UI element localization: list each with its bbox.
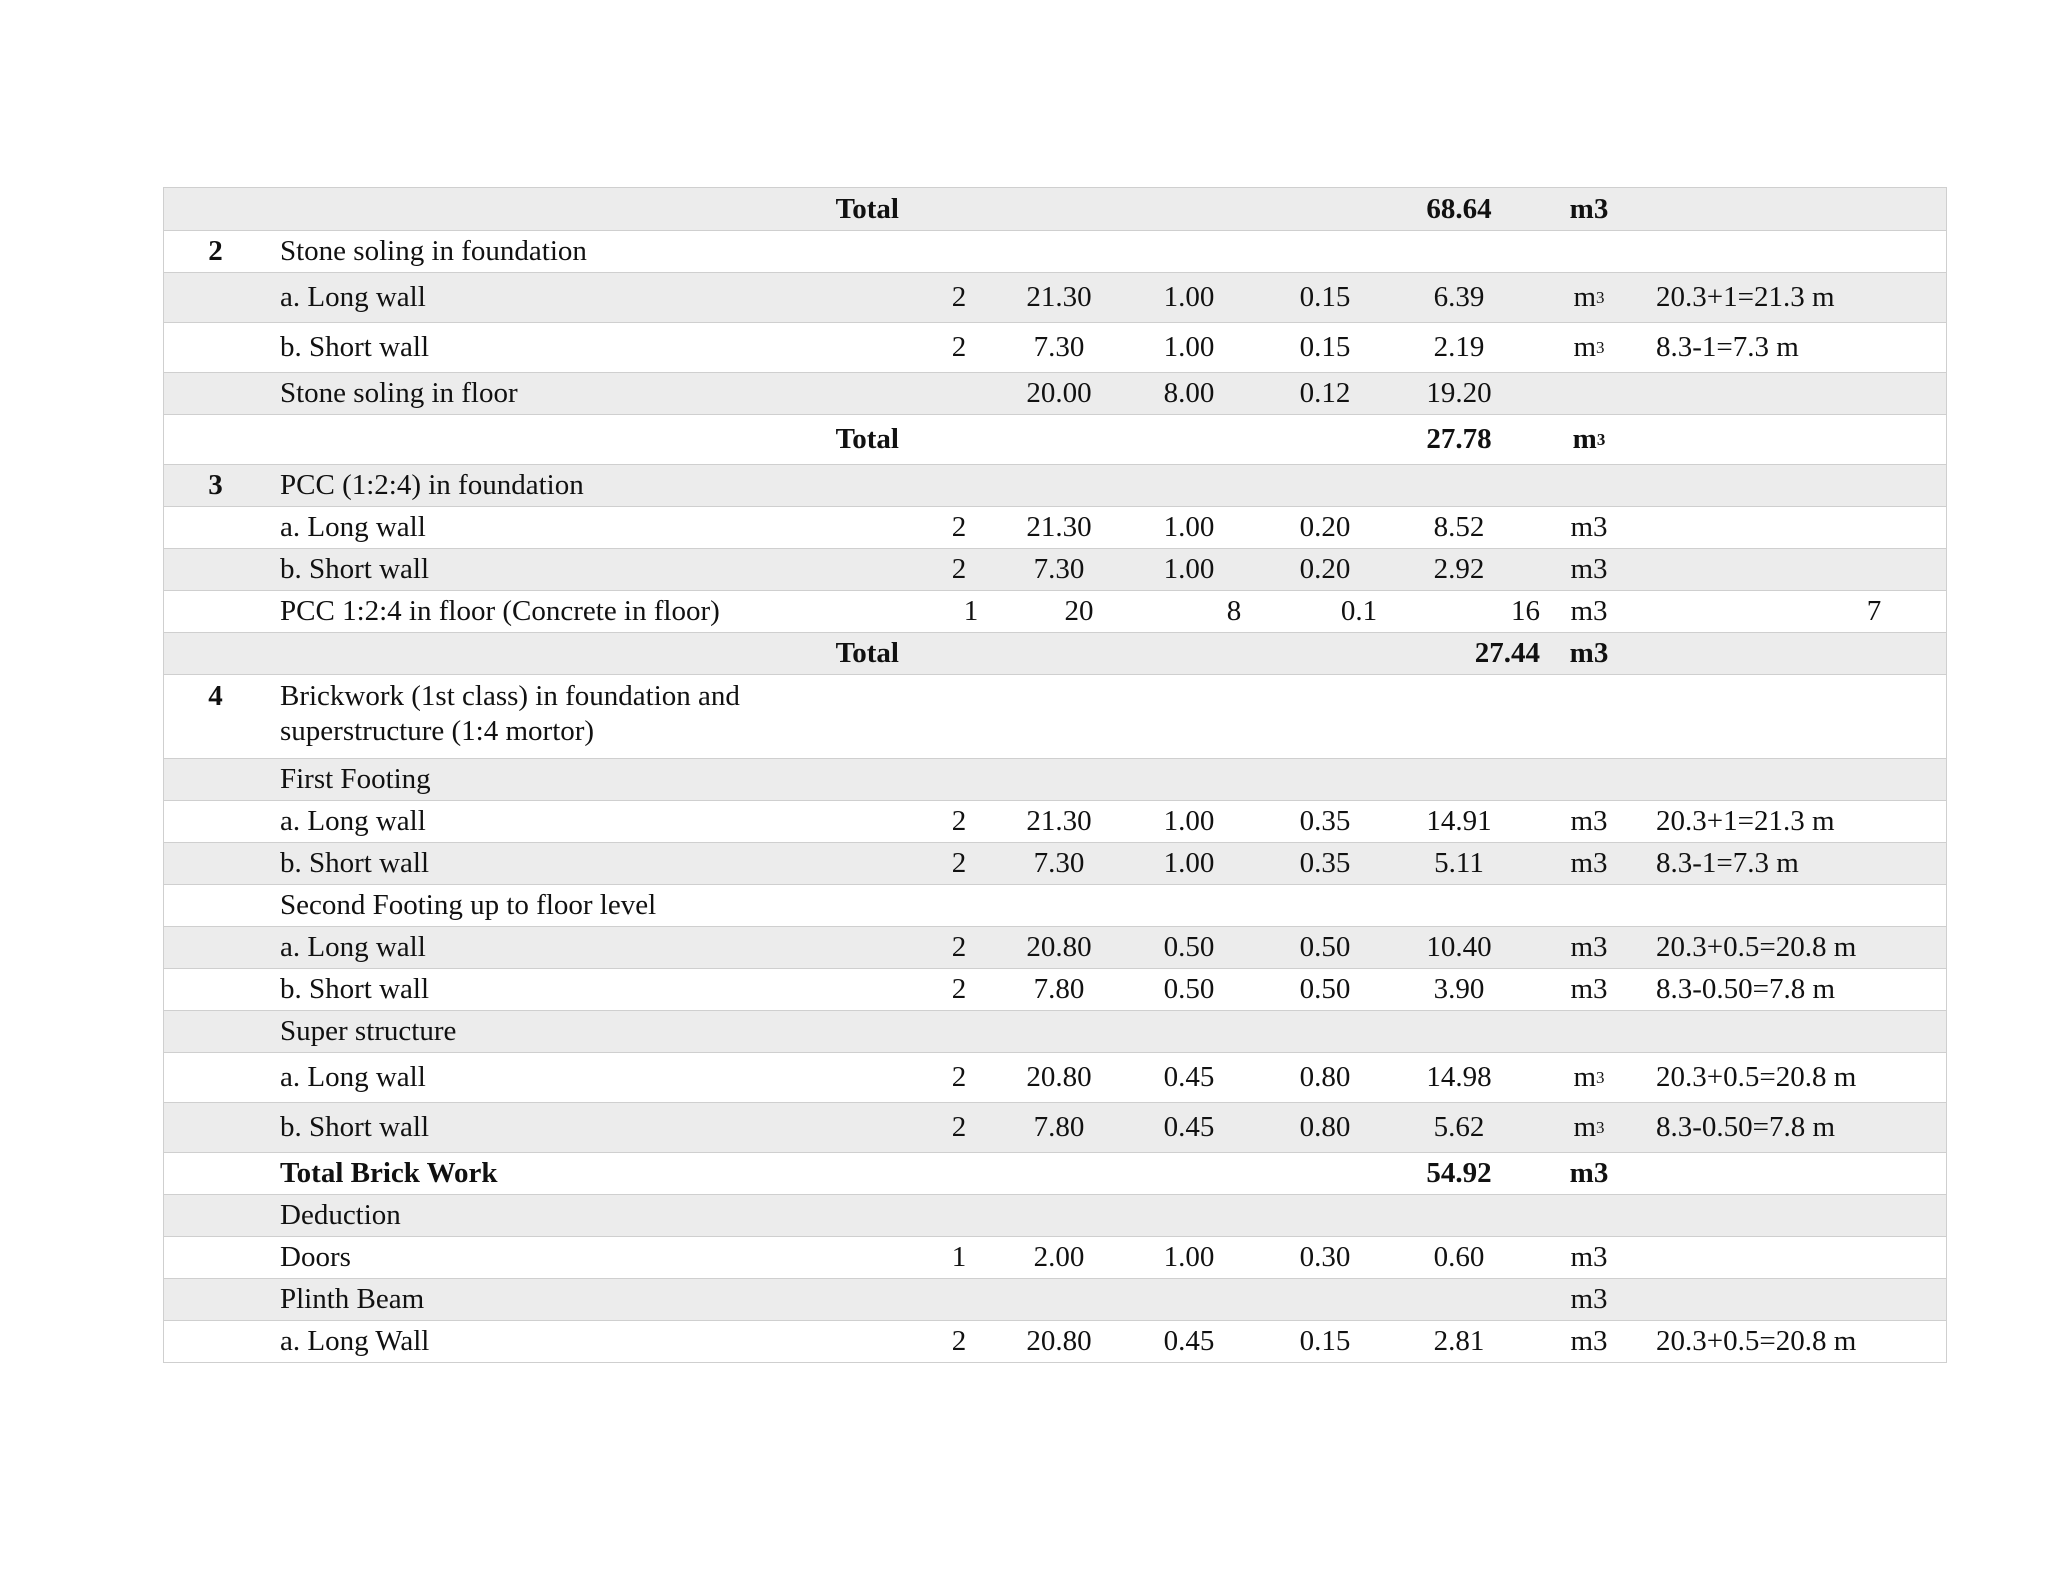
remark-text: 20.3+1=21.3 m — [1656, 805, 1835, 837]
length-cell: 7.30 — [1033, 553, 1085, 585]
unit-cell: m3 — [1570, 973, 1608, 1005]
item-description: PCC (1:2:4) in foundation — [280, 469, 584, 501]
table-row — [164, 1010, 1946, 1052]
height-cell: 0.20 — [1299, 553, 1351, 585]
table-row — [164, 1102, 1946, 1152]
table-row — [164, 632, 1946, 674]
height-cell: 0.1 — [1340, 595, 1378, 627]
height-cell: 0.50 — [1299, 973, 1351, 1005]
item-number: 2 — [208, 235, 223, 267]
remark-text: 20.3+0.5=20.8 m — [1656, 1061, 1857, 1093]
total-label: Total — [835, 423, 899, 455]
item-description: b. Short wall — [280, 331, 430, 363]
remark-text: 8.3-1=7.3 m — [1656, 847, 1799, 879]
height-cell: 0.80 — [1299, 1111, 1351, 1143]
table-row — [164, 1320, 1946, 1362]
total-label: Total — [835, 192, 899, 225]
table-row — [164, 506, 1946, 548]
section-label: Second Footing up to floor level — [280, 889, 657, 921]
remark-text: 20.3+0.5=20.8 m — [1656, 1325, 1857, 1357]
table-row — [164, 414, 1946, 464]
item-description: PCC 1:2:4 in floor (Concrete in floor) — [280, 595, 720, 627]
quantity-cell: 10.40 — [1426, 931, 1492, 963]
unit-cell: m 3 — [1573, 281, 1605, 313]
length-cell: 20.80 — [1026, 1061, 1092, 1093]
unit-cell: m3 — [1570, 511, 1608, 543]
breadth-cell: 1.00 — [1163, 805, 1215, 837]
unit-cell: m 3 — [1573, 1111, 1605, 1143]
item-number: 4 — [208, 680, 223, 712]
number-cell: 2 — [951, 281, 967, 313]
quantity-cell: 19.20 — [1426, 377, 1492, 409]
height-cell: 0.35 — [1299, 805, 1351, 837]
section-label: First Footing — [280, 763, 431, 795]
length-cell: 21.30 — [1026, 511, 1092, 543]
unit-base: m — [1573, 1111, 1597, 1143]
quantity-cell: 2.81 — [1433, 1325, 1485, 1357]
table-row — [164, 926, 1946, 968]
unit-cell: m 3 — [1573, 331, 1605, 363]
quantity-cell: 6.39 — [1433, 281, 1485, 313]
table-row — [164, 800, 1946, 842]
remark-text: 8.3-0.50=7.8 m — [1656, 973, 1836, 1005]
number-cell: 2 — [951, 931, 967, 963]
unit-base: m — [1573, 281, 1597, 313]
remark-cell — [1494, 1053, 1948, 1102]
breadth-cell: 1.00 — [1163, 281, 1215, 313]
remark-cell — [1494, 969, 1948, 1010]
item-description: a. Long wall — [280, 931, 426, 963]
table-row — [164, 758, 1946, 800]
breadth-cell: 1.00 — [1163, 847, 1215, 879]
number-cell: 2 — [951, 331, 967, 363]
item-description: a. Long Wall — [280, 1325, 430, 1357]
table-row — [164, 590, 1946, 632]
item-description: Doors — [280, 1241, 351, 1273]
table-row — [164, 230, 1946, 272]
quantity-cell: 3.90 — [1433, 973, 1485, 1005]
table-row — [164, 188, 1946, 230]
unit-cell: m3 — [1570, 553, 1608, 585]
quantity-cell: 27.78 — [1426, 423, 1492, 455]
height-cell: 0.30 — [1299, 1241, 1351, 1273]
unit-cell: m 3 — [1573, 1061, 1605, 1093]
quantity-cell: 27.44 — [1474, 637, 1540, 669]
remark-cell — [1494, 1321, 1948, 1362]
length-cell: 7.30 — [1033, 331, 1085, 363]
item-description: Plinth Beam — [280, 1283, 425, 1315]
quantity-cell: 2.19 — [1433, 331, 1485, 363]
item-number: 3 — [208, 469, 223, 501]
unit-cell: m3 — [1570, 847, 1608, 879]
height-cell: 0.12 — [1299, 377, 1351, 409]
item-description: a. Long wall — [280, 805, 426, 837]
quantity-cell: 54.92 — [1426, 1157, 1492, 1189]
table-row — [164, 272, 1946, 322]
length-cell: 2.00 — [1033, 1241, 1085, 1273]
item-description: b. Short wall — [280, 1111, 430, 1143]
breadth-cell: 8 — [1226, 595, 1242, 627]
unit-base: m — [1572, 423, 1597, 455]
breadth-cell: 8.00 — [1163, 377, 1215, 409]
unit-cell: m3 — [1570, 1325, 1608, 1357]
table-row — [164, 968, 1946, 1010]
total-label: Total Brick Work — [280, 1157, 498, 1189]
length-cell: 20 — [1064, 595, 1094, 627]
height-cell: 0.15 — [1299, 281, 1351, 313]
item-description: b. Short wall — [280, 973, 430, 1005]
height-cell: 0.20 — [1299, 511, 1351, 543]
table-row — [164, 464, 1946, 506]
table-row — [164, 884, 1946, 926]
quantity-cell: 5.11 — [1434, 847, 1484, 879]
breadth-cell: 1.00 — [1163, 553, 1215, 585]
length-cell: 7.80 — [1033, 973, 1085, 1005]
number-cell: 2 — [951, 973, 967, 1005]
height-cell: 0.35 — [1299, 847, 1351, 879]
number-cell: 2 — [951, 1061, 967, 1093]
table-row — [164, 1052, 1946, 1102]
table-row — [164, 1236, 1946, 1278]
remark-text: 8.3-1=7.3 m — [1656, 331, 1799, 363]
breadth-cell: 0.45 — [1163, 1061, 1215, 1093]
number-cell: 1 — [951, 1241, 967, 1273]
unit-cell: m3 — [1570, 1241, 1608, 1273]
number-cell: 2 — [951, 511, 967, 543]
quantity-cell: 16 — [1511, 595, 1540, 627]
item-description: b. Short wall — [280, 553, 430, 585]
table-row — [164, 1152, 1946, 1194]
unit-base: m — [1573, 1061, 1597, 1093]
unit-base: m — [1573, 331, 1597, 363]
estimate-table — [163, 187, 1947, 1363]
remark-text: 20.3+1=21.3 m — [1656, 281, 1835, 313]
unit-cell: m3 — [1569, 1157, 1609, 1189]
height-cell: 0.50 — [1299, 931, 1351, 963]
unit-cell: m3 — [1570, 595, 1608, 627]
item-description: Stone soling in floor — [280, 377, 518, 409]
length-cell: 20.00 — [1026, 377, 1092, 409]
unit-cell: m3 — [1570, 805, 1608, 837]
remark-cell — [1494, 273, 1948, 322]
length-cell: 7.30 — [1033, 847, 1085, 879]
height-cell: 0.80 — [1299, 1061, 1351, 1093]
quantity-cell: 0.60 — [1433, 1241, 1485, 1273]
number-cell: 1 — [963, 595, 979, 627]
breadth-cell: 0.45 — [1163, 1111, 1215, 1143]
item-description: Brickwork (1st class) in foundation and superstructure (1:4 mortor) — [280, 680, 740, 747]
table-row — [164, 1194, 1946, 1236]
remark-cell — [1494, 1103, 1948, 1152]
breadth-cell: 1.00 — [1163, 331, 1215, 363]
remark-cell — [1494, 323, 1948, 372]
unit-cell: m3 — [1569, 192, 1609, 225]
length-cell: 20.80 — [1026, 931, 1092, 963]
length-cell: 21.30 — [1026, 805, 1092, 837]
breadth-cell: 0.45 — [1163, 1325, 1215, 1357]
number-cell: 2 — [951, 1111, 967, 1143]
remark-text: 8.3-0.50=7.8 m — [1656, 1111, 1836, 1143]
quantity-cell: 5.62 — [1433, 1111, 1485, 1143]
table-row — [164, 322, 1946, 372]
breadth-cell: 1.00 — [1163, 511, 1215, 543]
item-description: a. Long wall — [280, 511, 426, 543]
number-cell: 2 — [951, 847, 967, 879]
quantity-cell: 14.91 — [1426, 805, 1492, 837]
breadth-cell: 1.00 — [1163, 1241, 1215, 1273]
item-description: a. Long wall — [280, 1061, 426, 1093]
length-cell: 21.30 — [1026, 281, 1092, 313]
table-row — [164, 674, 1946, 758]
unit-cell: m3 — [1570, 931, 1608, 963]
table-row — [164, 372, 1946, 414]
remark-cell — [1494, 927, 1948, 968]
unit-cell: m3 — [1570, 1283, 1608, 1315]
item-description: a. Long wall — [280, 281, 426, 313]
section-label: Deduction — [280, 1199, 401, 1231]
length-cell: 7.80 — [1033, 1111, 1085, 1143]
number-cell: 2 — [951, 553, 967, 585]
quantity-cell: 68.64 — [1426, 192, 1492, 225]
remark-cell — [1494, 801, 1948, 842]
table-row — [164, 842, 1946, 884]
breadth-cell: 0.50 — [1163, 931, 1215, 963]
section-label: Super structure — [280, 1015, 457, 1047]
length-cell: 20.80 — [1026, 1325, 1092, 1357]
breadth-cell: 0.50 — [1163, 973, 1215, 1005]
table-row — [164, 1278, 1946, 1320]
remark-text: 20.3+0.5=20.8 m — [1656, 931, 1857, 963]
table-row — [164, 548, 1946, 590]
quantity-cell: 2.92 — [1433, 553, 1485, 585]
item-description: Stone soling in foundation — [280, 235, 587, 267]
remark-cell: 7 — [1866, 595, 1882, 627]
unit-cell: m 3 — [1572, 423, 1606, 455]
quantity-cell: 14.98 — [1426, 1061, 1492, 1093]
number-cell: 2 — [951, 1325, 967, 1357]
unit-cell: m3 — [1569, 637, 1609, 669]
quantity-cell: 8.52 — [1433, 511, 1485, 543]
number-cell: 2 — [951, 805, 967, 837]
item-description: b. Short wall — [280, 847, 430, 879]
height-cell: 0.15 — [1299, 1325, 1351, 1357]
height-cell: 0.15 — [1299, 331, 1351, 363]
remark-cell — [1494, 843, 1948, 884]
total-label: Total — [835, 637, 899, 669]
